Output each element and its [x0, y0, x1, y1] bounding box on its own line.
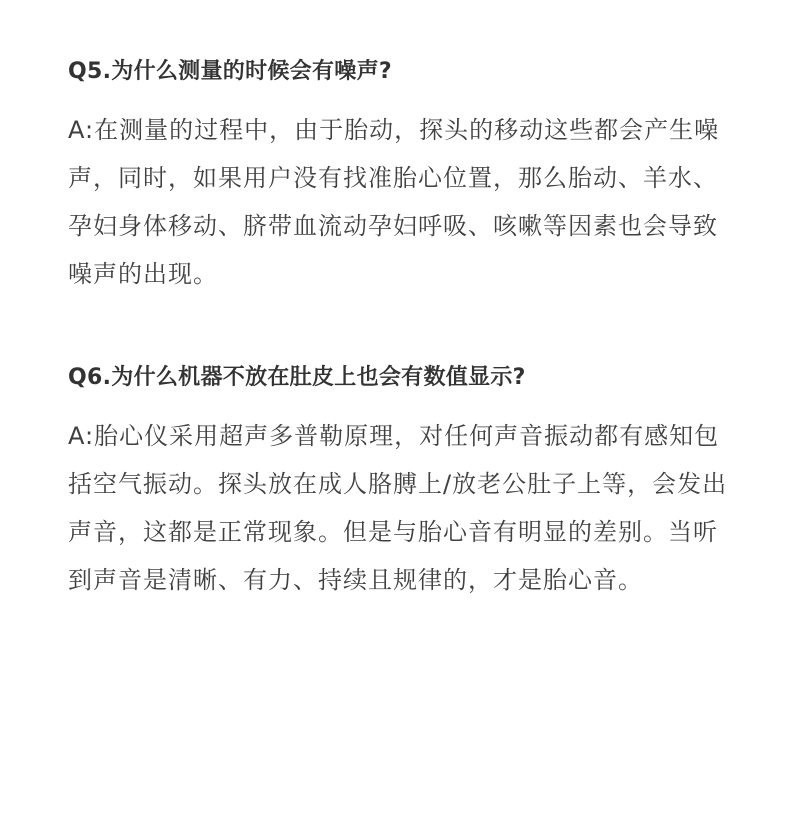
- faq-section: [68, 58, 738, 604]
- faq-item-q6: [68, 364, 738, 604]
- faq-question: Q6.为什么机器不放在肚皮上也会有数值显示?: [68, 365, 526, 390]
- faq-answer: A:胎心仪采用超声多普勒原理，对任何声音振动都有感知包括空气振动。探头放在成人胳膊上/放老公肚子上等，会发出声音，这都是正常现象。但是与胎心音有明显的差别。当听到声音是清晰、有力、持续且规律的，才是胎心音。: [68, 422, 728, 594]
- faq-answer: A:在测量的过程中，由于胎动，探头的移动这些都会产生噪声，同时，如果用户没有找准胎心位置，那么胎动、羊水、孕妇身体移动、脐带血流动孕妇呼吸、咳嗽等因素也会导致噪声的出现。: [68, 116, 720, 288]
- faq-item-q5: [68, 58, 738, 298]
- faq-question: Q5.为什么测量的时候会有噪声?: [68, 59, 392, 84]
